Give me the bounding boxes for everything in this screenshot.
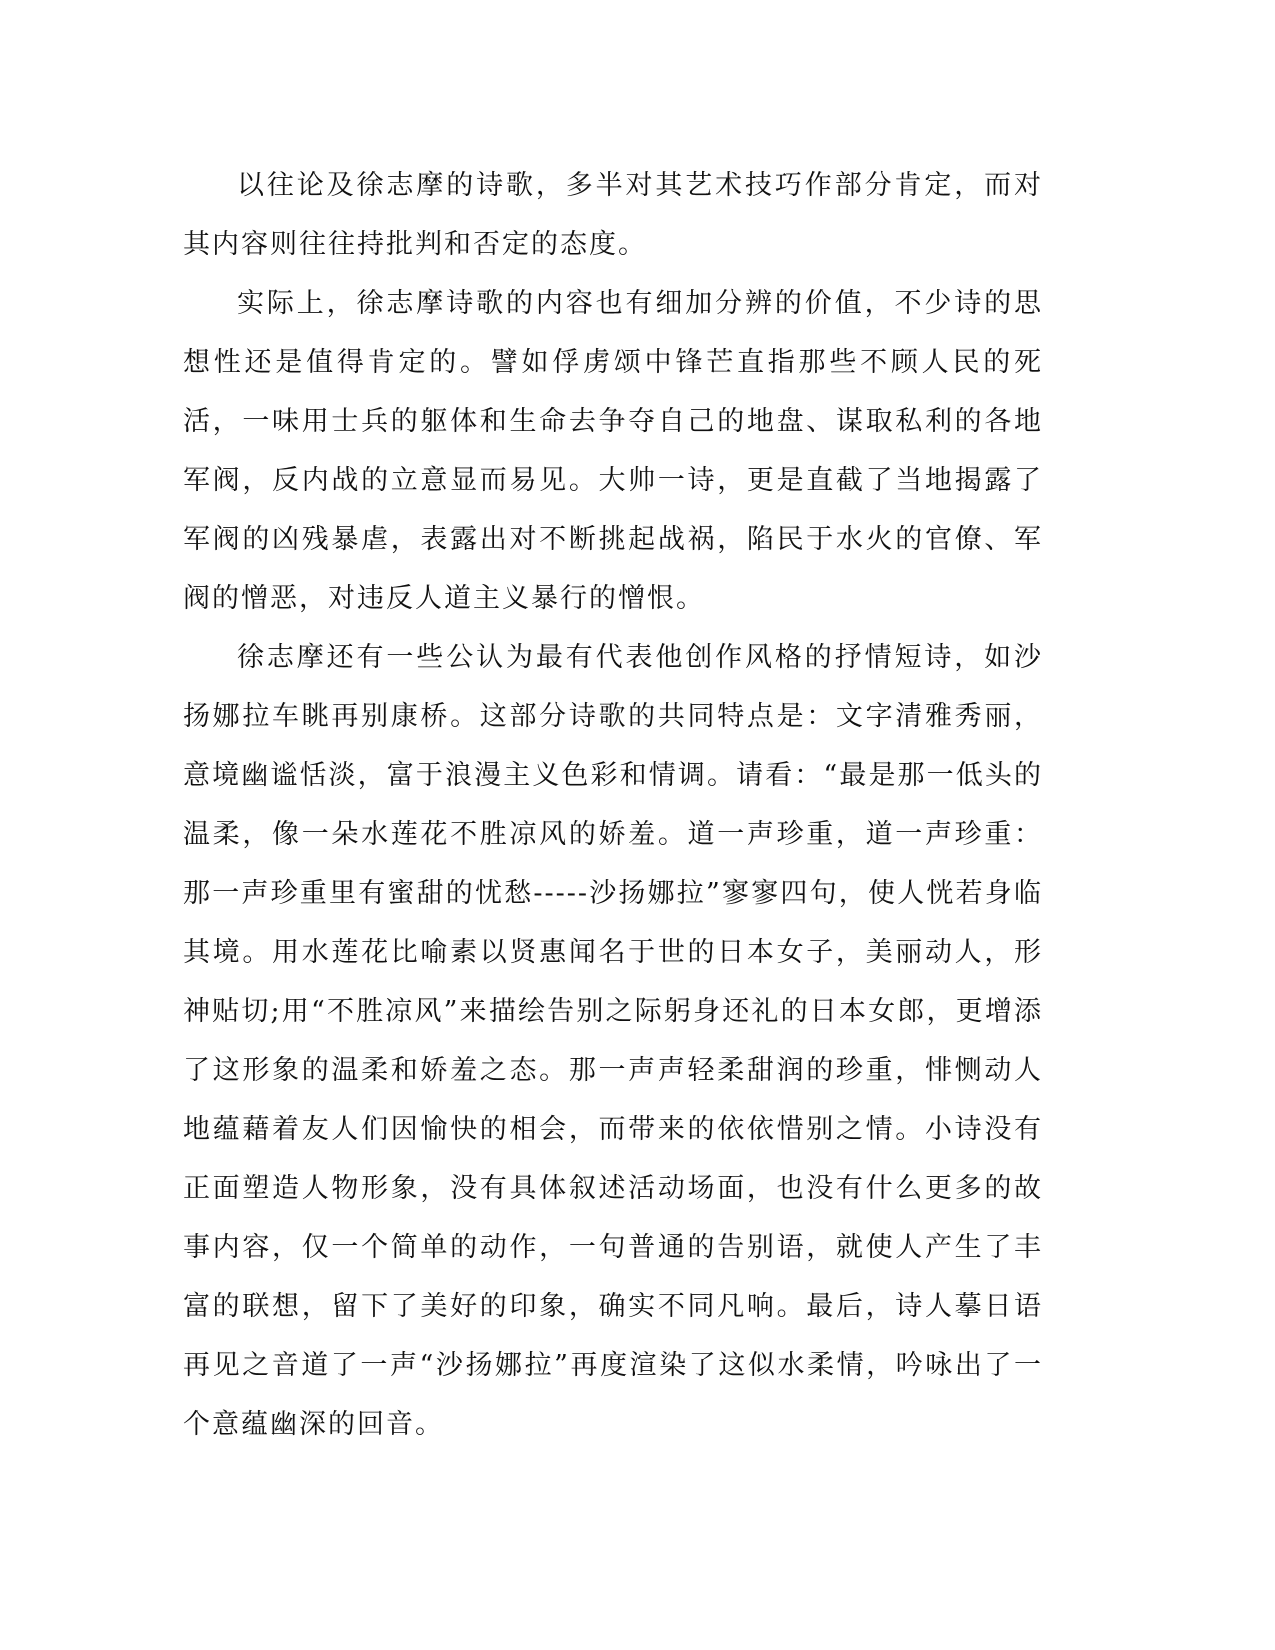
article-body [183, 156, 1043, 1454]
paragraph-lyric-poems: 徐志摩还有一些公认为最有代表他创作风格的抒情短诗，如沙扬娜拉车眺再别康桥。这部分诗歌的共同特点是：文字清雅秀丽，意境幽谧恬淡，富于浪漫主义色彩和情调。请看：“最是那一低头的温柔，像一朵水莲花不胜凉风的娇羞。道一声珍重，道一声珍重：那一声珍重里有蜜甜的忧愁-----沙扬娜拉”寥寥四句，使人恍若身临其境。用水莲花比喻素以贤惠闻名于世的日本女子，美丽动人，形神贴切;用“不胜凉风”来描绘告别之际躬身还礼的日本女郎，更增添了这形象的温柔和娇羞之态。那一声声轻柔甜润的珍重，悱恻动人地蕴藉着友人们因愉快的相会，而带来的依依惜别之情。小诗没有正面塑造人物形象，没有具体叙述活动场面，也没有什么更多的故事内容，仅一个简单的动作，一句普通的告别语，就使人产生了丰富的联想，留下了美好的印象，确实不同凡响。最后，诗人摹日语再见之音道了一声“沙扬娜拉”再度渲染了这似水柔情，吟咏出了一个意蕴幽深的回音。 [183, 642, 1043, 1440]
paragraph-thought-content: 实际上，徐志摩诗歌的内容也有细加分辨的价值，不少诗的思想性还是值得肯定的。譬如俘虏颂中锋芒直指那些不顾人民的死活，一味用士兵的躯体和生命去争夺自己的地盘、谋取私利的各地军阀，反内战的立意显而易见。大帅一诗，更是直截了当地揭露了军阀的凶残暴虐，表露出对不断挑起战祸，陷民于水火的官僚、军阀的憎恶，对违反人道主义暴行的憎恨。 [183, 288, 1043, 614]
paragraph-intro: 以往论及徐志摩的诗歌，多半对其艺术技巧作部分肯定，而对其内容则往往持批判和否定的态度。 [183, 170, 1043, 260]
